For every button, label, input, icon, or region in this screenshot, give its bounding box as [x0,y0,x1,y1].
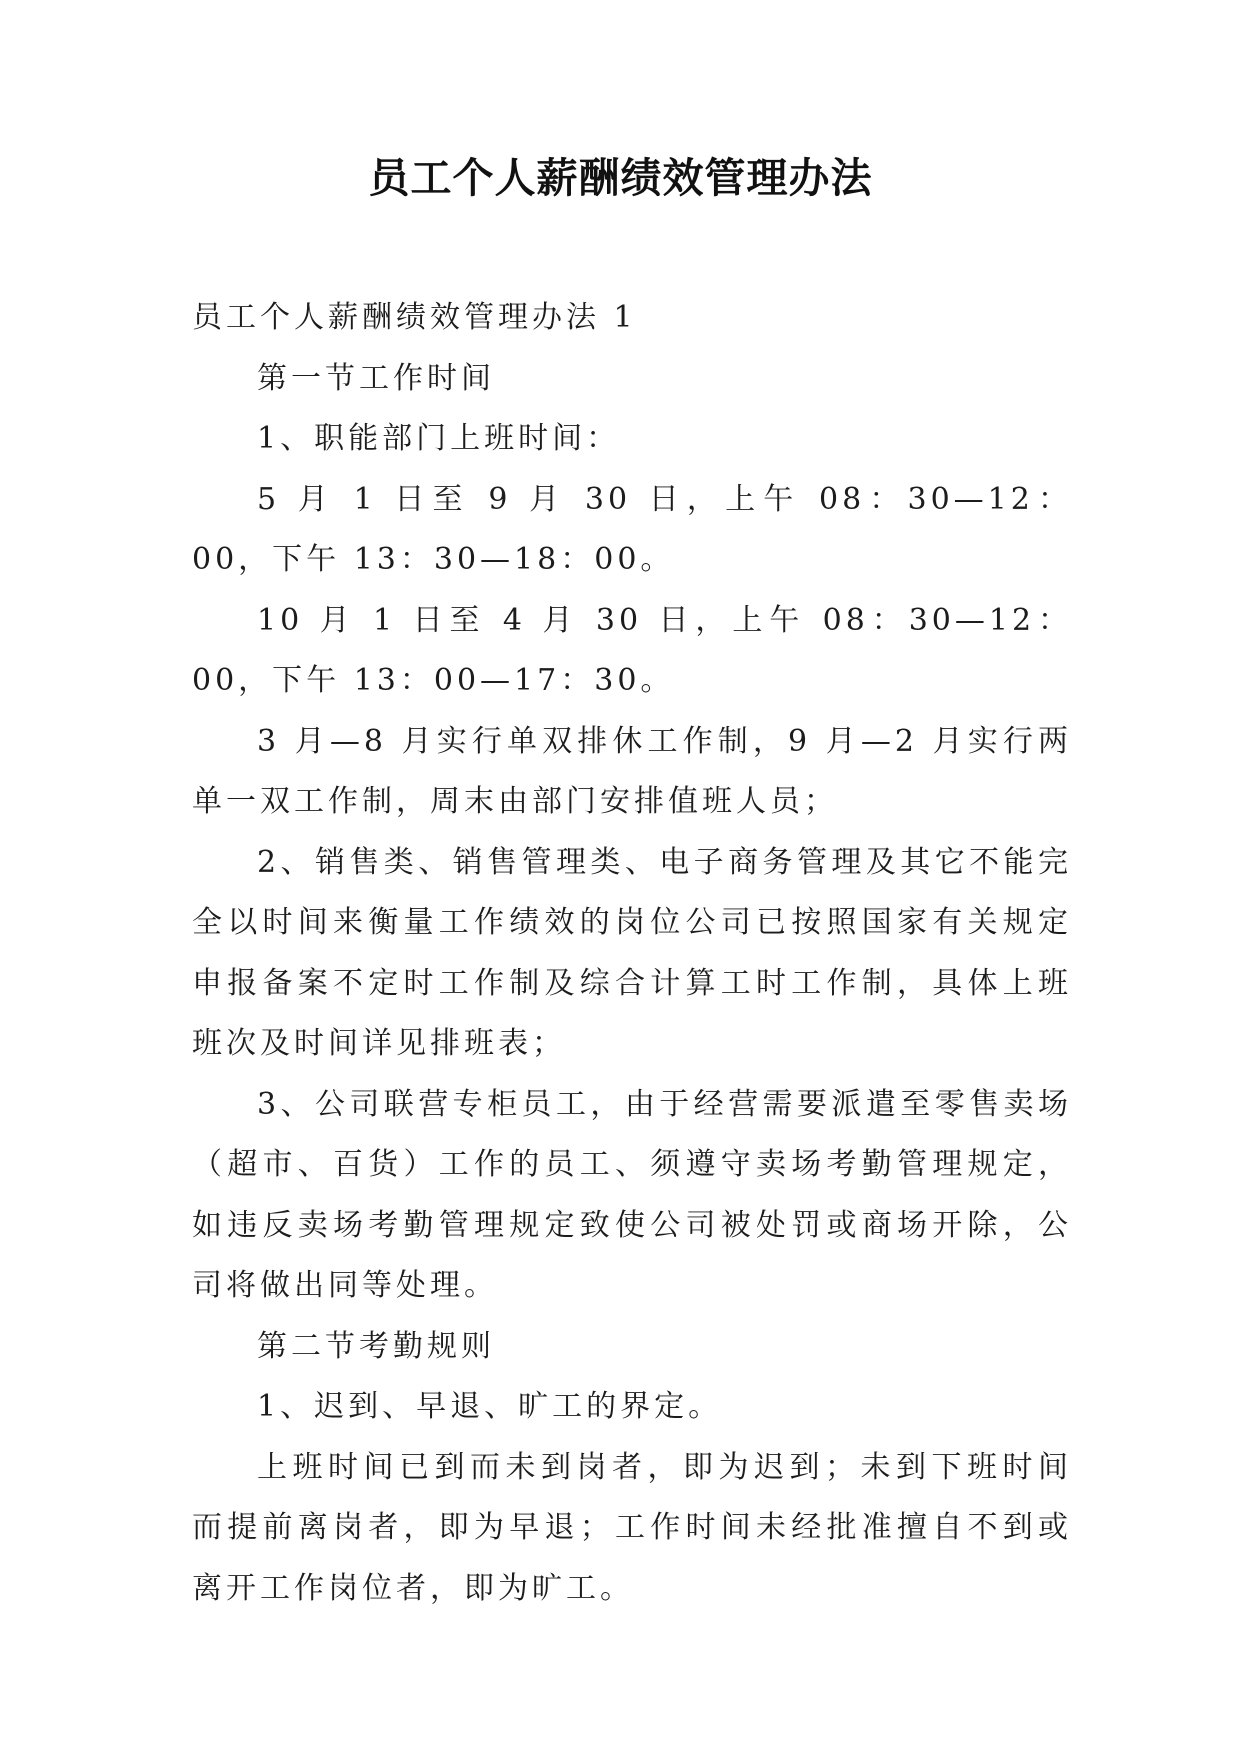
section-heading-work-hours: 第一节工作时间 [257,360,495,396]
paragraph: 10 月 1 日至 4 月 30 日，上午 08：30—12：00，下午 13：00—17：30。 [192,602,1072,698]
document-body [192,288,1072,1619]
paragraph: 5 月 1 日至 9 月 30 日，上午 08：30—12：00，下午 13：30—18：00。 [192,481,1072,577]
section-heading-attendance-rules: 第二节考勤规则 [257,1328,495,1364]
document-title: 员工个人薪酬绩效管理办法 [368,154,873,202]
paragraph: 3、公司联营专柜员工，由于经营需要派遣至零售卖场（超市、百货）工作的员工、须遵守卖场考勤管理规定，如违反卖场考勤管理规定致使公司被处罚或商场开除，公司将做出同等处理。 [192,1086,1072,1303]
paragraph: 1、职能部门上班时间： [257,421,621,456]
paragraph: 上班时间已到而未到岗者，即为迟到；未到下班时间而提前离岗者，即为早退；工作时间未经批准擅自不到或离开工作岗位者，即为旷工。 [192,1449,1072,1606]
paragraph: 3 月—8 月实行单双排休工作制，9 月—2 月实行两单一双工作制，周末由部门安排值班人员； [192,723,1072,819]
document-subtitle: 员工个人薪酬绩效管理办法 1 [192,300,637,335]
paragraph: 1、迟到、早退、旷工的界定。 [257,1389,723,1424]
paragraph: 2、销售类、销售管理类、电子商务管理及其它不能完全以时间来衡量工作绩效的岗位公司已按照国家有关规定申报备案不定时工作制及综合计算工时工作制，具体上班班次及时间详见排班表； [192,844,1072,1061]
